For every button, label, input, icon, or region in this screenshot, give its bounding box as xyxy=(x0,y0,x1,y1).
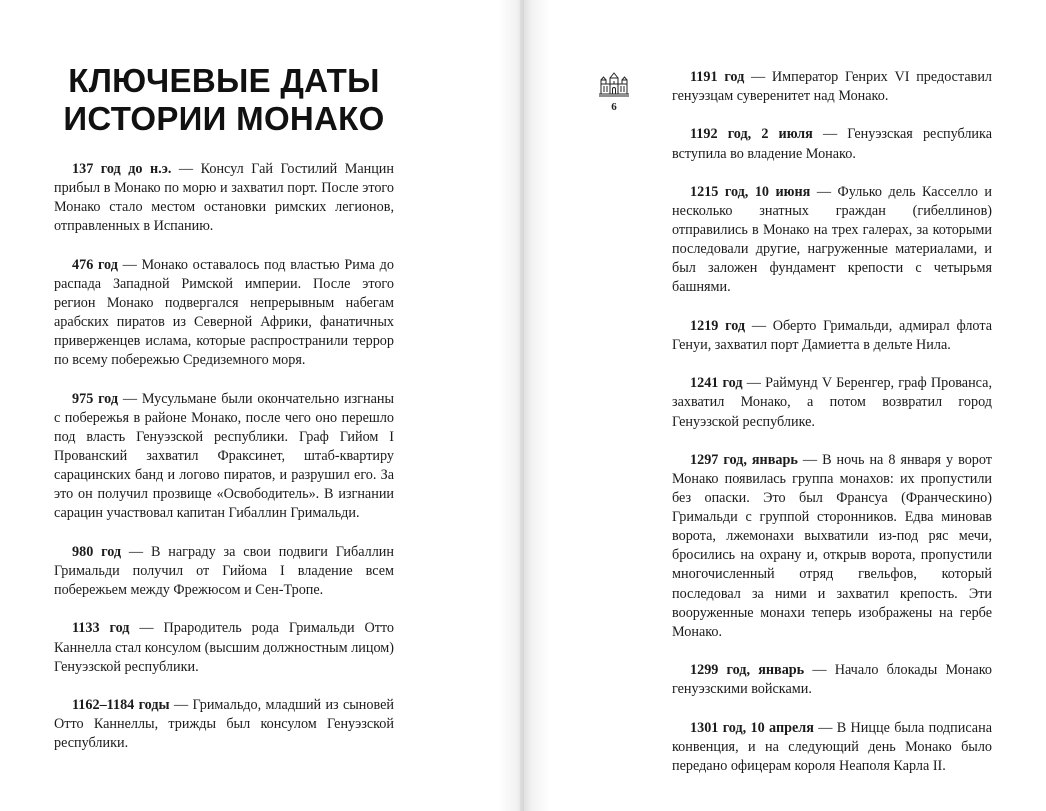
entry-text: — Оберто Гримальди, адмирал флота Генуи, захватил порт Дамиетта в дельте Нила. xyxy=(672,317,992,353)
timeline-entry xyxy=(672,125,992,163)
entry-date: 980 год xyxy=(72,543,122,560)
entry-text: — Консул Гай Гостилий Манцин прибыл в Монако по морю и захватил порт. После этого Монако стало местом остановки римских легионов, отправленных в Испанию. xyxy=(54,161,394,235)
entry-date: 1299 год, январь xyxy=(690,662,805,679)
entry-text: — В Ницце была подписана конвенция, и на следующий день Монако было передано офицерам короля Неаполя Карла II. xyxy=(672,719,992,774)
entry-text: — Раймунд V Беренгер, граф Прованса, захватил Монако, а потом возвратил город Генуэзской республике. xyxy=(672,375,993,430)
chapter-title-line-1: КЛЮЧЕВЫЕ ДАТЫ xyxy=(68,62,380,99)
timeline-entry xyxy=(672,317,992,355)
timeline-entry xyxy=(54,619,394,676)
entry-text: — В ночь на 8 января у ворот Монако появилась группа монахов: их пропустили без опаски. Это был Франсуа (Франческино) Гримальди с группой сторонников. Едва миновав ворота, лжемонахи выхватили из-под ряс мечи, бросились на охрану и, открыв ворота, пропустили многочисленный отряд гвельфов, который последовал за ними и захватил крепость. Эти вооруженные монахи теперь изображены на гербе Монако. xyxy=(672,451,992,640)
entry-date: 1162–1184 годы xyxy=(72,697,170,714)
entry-date: 1191 год xyxy=(690,69,745,85)
timeline-entry xyxy=(54,256,394,371)
entry-date: 1192 год, 2 июля xyxy=(690,126,813,143)
entry-date: 975 год xyxy=(72,390,119,407)
entry-date: 137 год до н.э. xyxy=(72,161,172,177)
timeline-entry xyxy=(672,719,992,776)
entry-text: — Фулько дель Касселло и несколько знатных граждан (гибеллинов) отправились в Монако на трех галерах, за которыми последовали другие, нагруженные материалами, и был заложен фундамент крепости с четырьмя башнями. xyxy=(672,183,992,296)
entry-text: — Генуэзская республика вступила во владение Монако. xyxy=(672,126,992,162)
entry-text: — Начало блокады Монако генуэзскими войсками. xyxy=(672,662,993,698)
entry-text: — Император Генрих VI предоставил генуэзцам суверенитет над Монако. xyxy=(672,69,993,105)
entry-text: — Мусульмане были окончательно изгнаны с побережья в районе Монако, после чего оно перешло под власть Генуэзской республики. Граф Гийом I Прованский захватил Фраксинет, штаб-квартиру сарацинских банд и логово пиратов, и разрушил его. За это он получил прозвище «Освободитель». В изгнании сарацин участвовал капитан Гибаллин Гримальди. xyxy=(54,390,395,522)
timeline-entry xyxy=(54,696,394,753)
timeline-entry xyxy=(672,68,992,106)
entry-text: — Прародитель рода Гримальди Отто Каннелла стал консулом (высшим должностным лицом) Генуэзской республики. xyxy=(54,620,395,675)
timeline-entry xyxy=(672,183,992,298)
timeline-entry xyxy=(54,543,394,600)
left-text-column xyxy=(54,160,394,773)
page-number: 6 xyxy=(611,101,617,113)
entry-date: 1297 год, январь xyxy=(690,451,798,468)
timeline-entry xyxy=(672,661,992,699)
timeline-entry xyxy=(672,374,992,431)
right-text-column xyxy=(672,68,992,795)
entry-date: 1215 год, 10 июня xyxy=(690,183,811,200)
entry-date: 1241 год xyxy=(690,375,743,392)
entry-text: — Гримальдо, младший из сыновей Отто Каннеллы, трижды был консулом Генуэзской республики. xyxy=(54,697,394,752)
entry-text: — В награду за свои подвиги Гибаллин Гримальди получил от Гийома I владение всем побережьем между Фрежюсом и Сен-Тропе. xyxy=(54,543,394,598)
entry-text: — Монако оставалось под властью Рима до распада Западной Римской империи. После этого регион Монако подвергался непрерывным набегам арабских пиратов из Северной Африки, фанатичных приверженцев ислама, которые распространили террор по всему побережью Средиземного моря. xyxy=(54,256,394,369)
timeline-entry xyxy=(54,390,394,524)
timeline-entry xyxy=(54,160,394,236)
entry-date: 1301 год, 10 апреля xyxy=(690,719,814,736)
entry-date: 1133 год xyxy=(72,620,130,637)
left-page xyxy=(0,0,520,811)
entry-date: 1219 год xyxy=(690,317,746,334)
castle-icon xyxy=(596,72,632,98)
chapter-title-line-2: ИСТОРИИ МОНАКО xyxy=(63,100,385,137)
entry-date: 476 год xyxy=(72,256,118,273)
timeline-entry xyxy=(672,451,992,642)
chapter-title xyxy=(54,62,394,138)
right-page xyxy=(524,0,1046,811)
